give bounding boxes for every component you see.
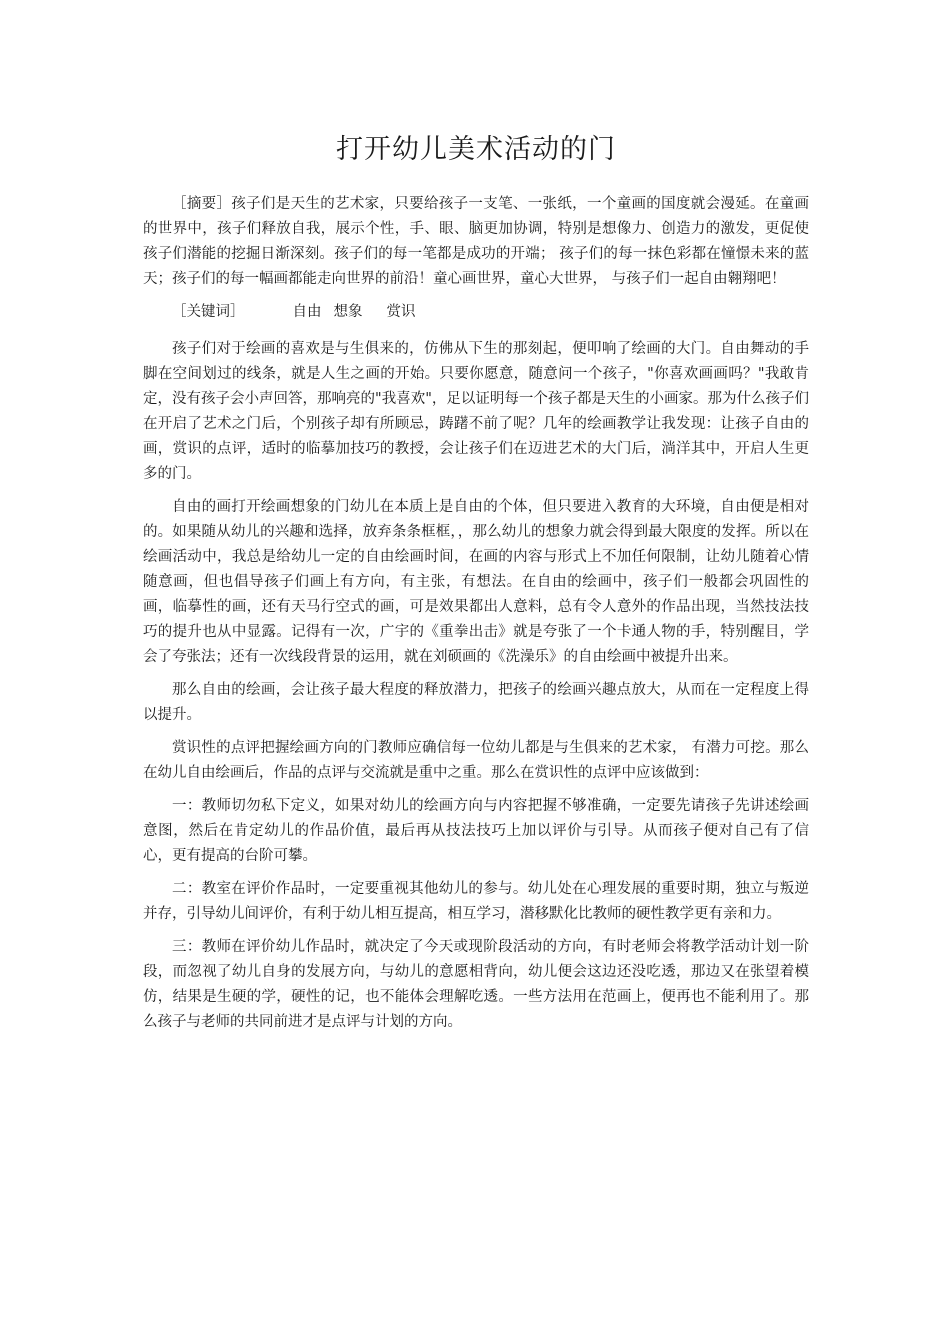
keyword-item: 自由 [292,304,322,320]
document-page [143,128,809,1043]
body-paragraph: 孩子们对于绘画的喜欢是与生俱来的，仿佛从下生的那刻起，便叩响了绘画的大门。自由舞动的手脚在空间划过的线条，就是人生之画的开始。只要你愿意，随意问一个孩子，"你喜欢画画吗？"我敢肯定，没有孩子会小声回答，那响亮的"我喜欢"，足以证明每一个孩子都是天生的小画家。那为什么孩子们在开启了艺术之门后，个别孩子却有所顾忌，踌躇不前了呢？几年的绘画教学让我发现：让孩子自由的画，赏识的点评，适时的临摹加技巧的教授，会让孩子们在迈进艺术的大门后，淌洋其中，开启人生更多的门。 [143,341,809,482]
keywords-line [143,300,809,325]
body-paragraph: 一：教师切勿私下定义，如果对幼儿的绘画方向与内容把握不够准确，一定要先请孩子先讲述绘画意图，然后在肯定幼儿的作品价值，最后再从技法技巧上加以评价与引导。从而孩子便对自己有了信心，更有提高的台阶可攀。 [143,798,809,864]
body-paragraph: 三：教师在评价幼儿作品时，就决定了今天或现阶段活动的方向，有时老师会将教学活动计划一阶段，而忽视了幼儿自身的发展方向，与幼儿的意愿相背向，幼儿便会这边还没吃透，那边又在张望着模仿，结果是生硬的学，硬性的记，也不能体会理解吃透。一些方法用在范画上，便再也不能利用了。那么孩子与老师的共同前进才是点评与计划的方向。 [143,939,809,1030]
body-paragraph: 二：教室在评价作品时，一定要重视其他幼儿的参与。幼儿处在心理发展的重要时期，独立与叛逆并存，引导幼儿间评价，有利于幼儿相互提高，相互学习，潜移默化比教师的硬性教学更有亲和力。 [143,881,809,922]
keywords-label: ［关键词］ [172,304,245,320]
body-paragraph: 自由的画打开绘画想象的门幼儿在本质上是自由的个体，但只要进入教育的大环境，自由便是相对的。如果随从幼儿的兴趣和选择，放弃条条框框，，那么幼儿的想象力就会得到最大限度的发挥。所以在绘画活动中，我总是给幼儿一定的自由绘画时间，在画的内容与形式上不加任何限制，让幼儿随着心情随意画，但也倡导孩子们画上有方向，有主张，有想法。在自由的绘画中，孩子们一般都会巩固性的画，临摹性的画，还有天马行空式的画，可是效果都出人意料，总有令人意外的作品出现，当然技法技巧的提升也从中显露。记得有一次，广宇的《重拳出击》就是夸张了一个卡通人物的手，特别醒目，学会了夸张法；还有一次线段背景的运用，就在刘硕画的《洗澡乐》的自由绘画中被提升出来。 [143,499,809,665]
body-paragraph: 赏识性的点评把握绘画方向的门教师应确信每一位幼儿都是与生俱来的艺术家， 有潜力可挖。那么在幼儿自由绘画后，作品的点评与交流就是重中之重。那么在赏识性的点评中应该做到： [143,740,809,781]
keyword-item: 赏识 [386,304,416,320]
keyword-item: 想象 [333,304,363,320]
body-paragraph: 那么自由的绘画，会让孩子最大程度的释放潜力，把孩子的绘画兴趣点放大，从而在一定程度上得以提升。 [143,682,809,723]
abstract-paragraph: ［摘要］孩子们是天生的艺术家，只要给孩子一支笔、一张纸，一个童画的国度就会漫延。在童画的世界中，孩子们释放自我，展示个性，手、眼、脑更加协调，特别是想像力、创造力的激发，更促使孩子们潜能的挖掘日渐深刻。孩子们的每一笔都是成功的开端； 孩子们的每一抹色彩都在憧憬未来的蓝天；孩子们的每一幅画都能走向世界的前沿！童心画世界，童心大世界， 与孩子们一起自由翱翔吧！ [143,196,809,287]
document-title: 打开幼儿美术活动的门 [336,134,616,165]
